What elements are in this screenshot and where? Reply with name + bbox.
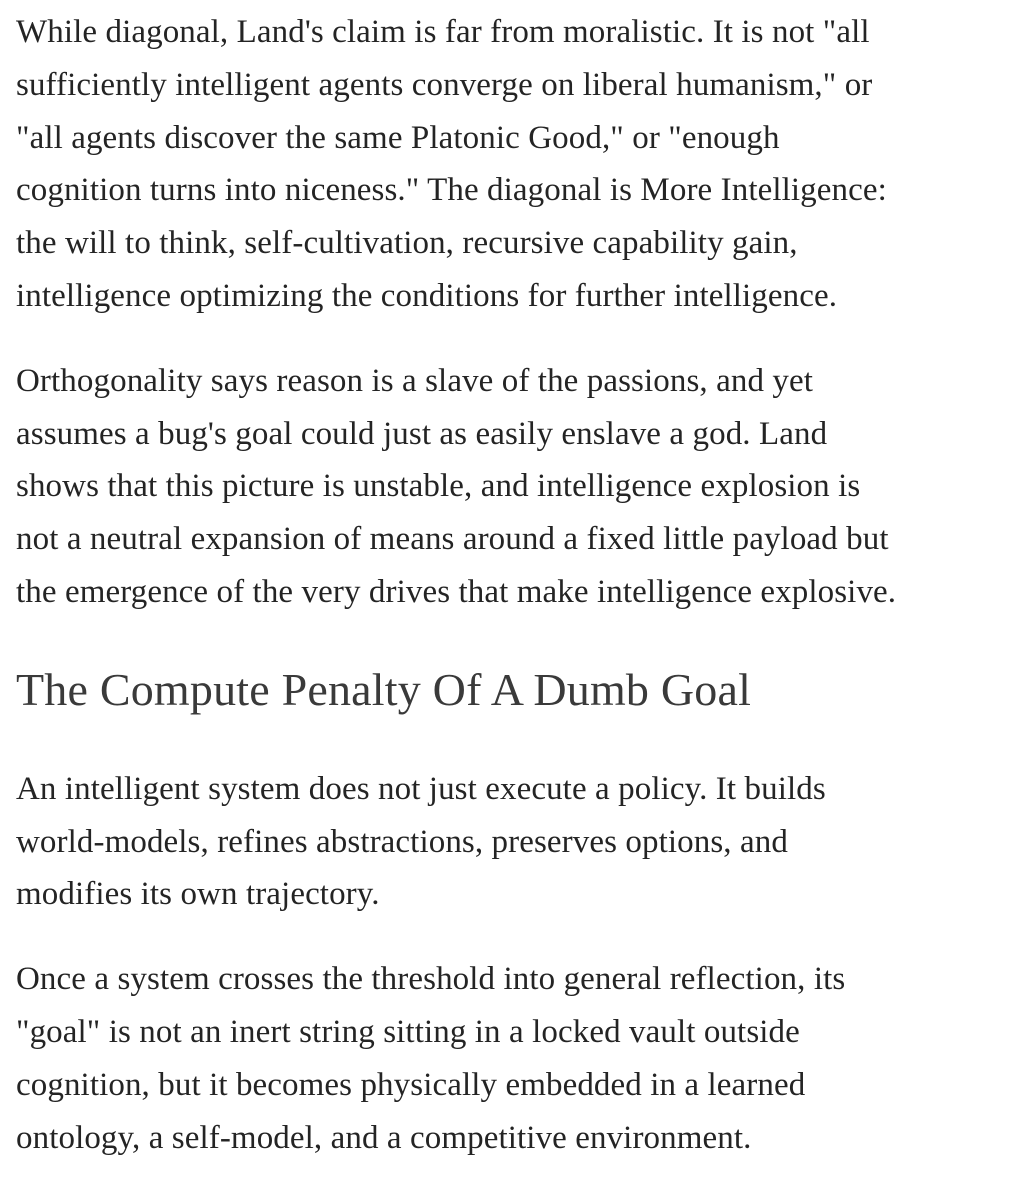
text-line: modifies its own trajectory. [16,876,380,913]
text-line: cognition turns into niceness." The diagonal is More Intelligence: [16,172,887,209]
paragraph-intelligent-system [16,763,1021,921]
text-line: the emergence of the very drives that make intelligence explosive. [16,573,897,610]
text-line: the will to think, self-cultivation, recursive capability gain, [16,225,798,262]
text-line: intelligence optimizing the conditions for further intelligence. [16,277,838,314]
text-line: assumes a bug's goal could just as easily enslave a god. Land [16,415,828,452]
article-body [16,6,1021,1164]
text-line: Once a system crosses the threshold into general reflection, its [16,961,846,998]
text-line: shows that this picture is unstable, and intelligence explosion is [16,468,861,505]
paragraph-orthogonality [16,355,1021,619]
paragraph-reflection [16,953,1021,1164]
text-line: While diagonal, Land's claim is far from moralistic. It is not "all [16,14,870,50]
text-line: An intelligent system does not just execute a policy. It builds [16,770,826,807]
text-line: "goal" is not an inert string sitting in a locked vault outside [16,1013,800,1050]
text-line: not a neutral expansion of means around a fixed little payload but [16,521,889,558]
paragraph-diagonal [16,6,1021,323]
text-line: "all agents discover the same Platonic Good," or "enough [16,119,780,156]
text-line: Orthogonality says reason is a slave of the passions, and yet [16,362,814,399]
text-line: world-models, refines abstractions, preserves options, and [16,823,788,860]
text-line: cognition, but it becomes physically embedded in a learned [16,1066,806,1103]
text-line: sufficiently intelligent agents converge on liberal humanism," or [16,66,873,103]
text-line: ontology, a self-model, and a competitive environment. [16,1119,752,1156]
section-heading: The Compute Penalty Of A Dumb Goal [16,663,752,715]
